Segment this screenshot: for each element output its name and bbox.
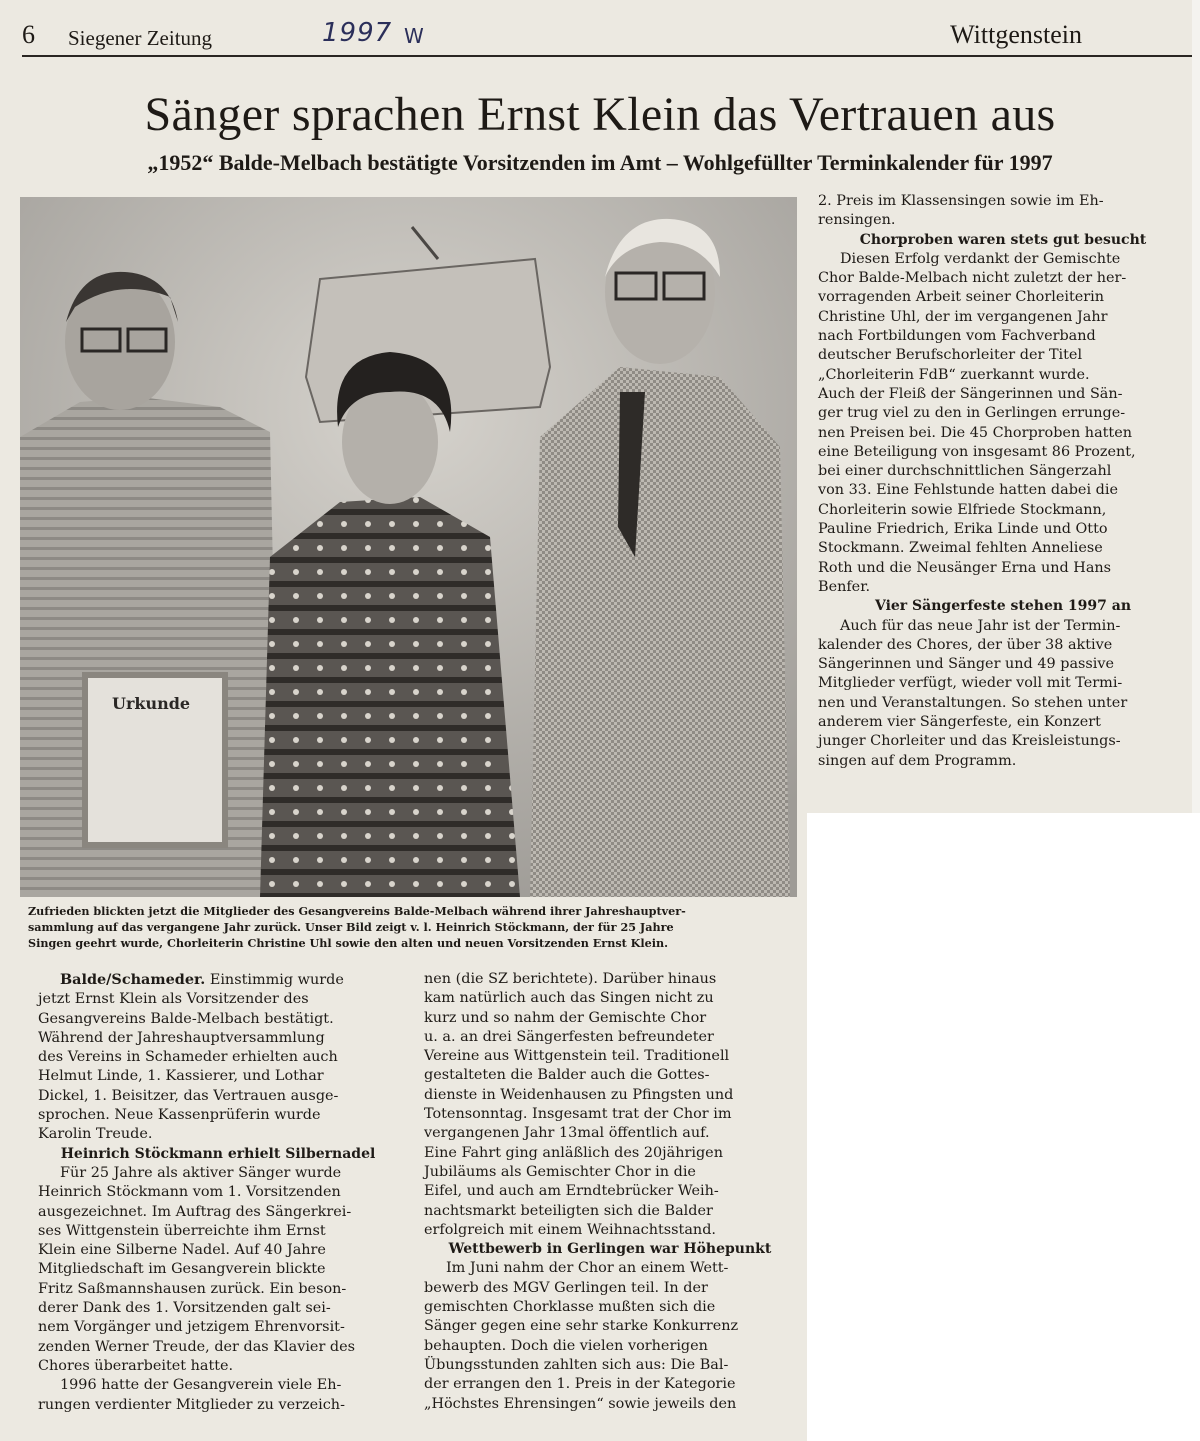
paragraph-line: Klein eine Silberne Nadel. Auf 40 Jahre [38, 1242, 326, 1259]
paragraph-line: zenden Werner Treude, der das Klavier des [38, 1338, 356, 1355]
paragraph-line: Totensonntag. Insgesamt trat der Chor im [424, 1106, 732, 1123]
paragraph-line: dienste in Weidenhausen zu Pfingsten und [424, 1086, 734, 1103]
paragraph-line: „Höchstes Ehrensingen“ sowie jeweils den [424, 1395, 737, 1412]
paragraph-line: kalender des Chores, der über 38 aktive [818, 636, 1113, 653]
paragraph-line: nem Vorgänger und jetzigem Ehrenvorsit- [38, 1319, 345, 1336]
paragraph-line: von 33. Eine Fehlstunde hatten dabei die [818, 482, 1118, 499]
paragraph-line: Roth und die Neusänger Erna und Hans [818, 559, 1112, 576]
article-column-1 [38, 970, 398, 1415]
paragraph-line: gemischten Chorklasse mußten sich die [424, 1299, 716, 1316]
paragraph-line: ses Wittgenstein überreichte ihm Ernst [38, 1222, 326, 1239]
subheadline: „1952“ Balde-Melbach bestätigte Vorsitzenden im Amt – Wohlgefüllter Terminkalender für 1997 [147, 150, 1053, 175]
paragraph-line: bei einer durchschnittlichen Sängerzahl [818, 463, 1112, 480]
paragraph-line: Sänger gegen eine sehr starke Konkurrenz [424, 1318, 739, 1335]
handwritten-mark: W [404, 24, 424, 48]
photo-illustration [20, 197, 797, 897]
header-rule [22, 55, 1192, 57]
photo-caption [28, 903, 790, 951]
paragraph-line: nach Fortbildungen vom Fachverband [818, 328, 1096, 345]
headline: Sänger sprachen Ernst Klein das Vertrauen aus [144, 88, 1056, 141]
paragraph-line: jetzt Ernst Klein als Vorsitzender des [38, 991, 309, 1008]
paragraph-line: Mitglieder verfügt, wieder voll mit Termi- [818, 675, 1123, 692]
paragraph-line: Christine Uhl, der im vergangenen Jahr [818, 308, 1108, 325]
paragraph-line: Jubiläums als Gemischter Chor in die [424, 1163, 696, 1180]
dateline: Balde/Schameder. [60, 971, 206, 988]
paragraph-line: „Chorleiterin FdB“ zuerkannt wurde. [818, 366, 1090, 383]
paragraph-line: Mitgliedschaft im Gesangverein blickte [38, 1261, 326, 1278]
paragraph-line: der errangen den 1. Preis in der Kategorie [424, 1376, 736, 1393]
paragraph-line: sprochen. Neue Kassenprüferin wurde [38, 1107, 321, 1124]
paragraph-line: behaupten. Doch die vielen vorherigen [424, 1337, 708, 1354]
scan-background-cutout [807, 813, 1200, 1441]
section-subheading: Wettbewerb in Gerlingen war Höhepunkt [448, 1241, 772, 1258]
paragraph-line: Heinrich Stöckmann vom 1. Vorsitzenden [38, 1184, 341, 1201]
paragraph-line: Chor Balde-Melbach nicht zuletzt der her- [818, 270, 1127, 287]
paragraph-line: Pauline Friedrich, Erika Linde und Otto [818, 521, 1108, 538]
article-column-3 [818, 192, 1188, 771]
caption-line: Zufrieden blickten jetzt die Mitglieder des Gesangvereins Balde-Melbach während ihrer Jahreshauptver- [28, 904, 686, 918]
certificate-label: Urkunde [112, 694, 191, 713]
paragraph-line: 2. Preis im Klassensingen sowie im Eh- [818, 193, 1104, 209]
paragraph-line: gestalteten die Balder auch die Gottes- [424, 1067, 710, 1084]
paragraph-line: vorragenden Arbeit seiner Chorleiterin [818, 289, 1104, 306]
paragraph-line: rensingen. [818, 212, 896, 229]
paragraph-line: Fritz Saßmannshausen zurück. Ein beson- [38, 1280, 347, 1297]
paragraph-line: Dickel, 1. Beisitzer, das Vertrauen ausge- [38, 1087, 339, 1104]
paragraph-line: Übungsstunden zahlten sich aus: Die Bal- [424, 1356, 729, 1373]
section-subheading: Vier Sängerfeste stehen 1997 an [874, 598, 1132, 615]
paragraph-line: rungen verdienter Mitglieder zu verzeich- [38, 1396, 345, 1413]
caption-line: Singen geehrt wurde, Chorleiterin Christine Uhl sowie den alten und neuen Vorsitzenden Ernst Klein. [28, 936, 669, 950]
paragraph-line: Auch der Fleiß der Sängerinnen und Sän- [818, 385, 1123, 402]
paragraph-line: nen und Veranstaltungen. So stehen unter [818, 694, 1128, 711]
paragraph-line: singen auf dem Programm. [818, 752, 1017, 769]
paragraph-line: vergangenen Jahr 13mal öffentlich auf. [424, 1125, 710, 1142]
newspaper-name: Siegener Zeitung [68, 26, 213, 50]
paragraph-line: ger trug viel zu den in Gerlingen errunge- [818, 405, 1126, 422]
page-header [22, 18, 1192, 54]
paragraph-line: u. a. an drei Sängerfesten befreundeter [424, 1028, 714, 1045]
caption-line: sammlung auf das vergangene Jahr zurück. Unser Bild zeigt v. l. Heinrich Stöckmann, der für 25 Jahre [28, 920, 674, 934]
section-subheading: Chorproben waren stets gut besucht [859, 231, 1147, 248]
paragraph-text: Für 25 Jahre als aktiver Sänger wurde [60, 1164, 342, 1181]
handwritten-year: 1997 [322, 18, 393, 48]
paragraph-line: junger Chorleiter und das Kreisleistungs- [818, 733, 1121, 750]
paragraph-line: anderem vier Sängerfeste, ein Konzert [818, 714, 1101, 731]
section-name: Wittgenstein [950, 20, 1082, 49]
paragraph-text: Einstimmig wurde [209, 972, 344, 988]
article-photo [20, 197, 797, 897]
page-number: 6 [22, 20, 35, 49]
paragraph-line: Chorleiterin sowie Elfriede Stockmann, [818, 501, 1107, 518]
paragraph-line: erfolgreich mit einem Weihnachtsstand. [424, 1221, 716, 1238]
paragraph-line: Vereine aus Wittgenstein teil. Traditionell [424, 1048, 730, 1065]
paragraph-line: Sängerinnen und Sänger und 49 passive [818, 656, 1115, 673]
paragraph-line: bewerb des MGV Gerlingen teil. In der [424, 1279, 708, 1296]
paragraph-line: Benfer. [818, 578, 871, 595]
paragraph-line: derer Dank des 1. Vorsitzenden galt sei- [38, 1300, 331, 1317]
paragraph-line: des Vereins in Schameder erhielten auch [38, 1049, 338, 1066]
paragraph-line: kam natürlich auch das Singen nicht zu [424, 990, 714, 1007]
paragraph-text: Im Juni nahm der Chor an einem Wett- [446, 1260, 729, 1277]
paragraph-line: Eifel, und auch am Erndtebrücker Weih- [424, 1183, 719, 1200]
paragraph-line: Während der Jahreshauptversammlung [38, 1029, 325, 1046]
paragraph-text: Diesen Erfolg verdankt der Gemischte [840, 250, 1121, 267]
paragraph-line: Gesangvereins Balde-Melbach bestätigt. [38, 1010, 334, 1027]
paragraph-line: Stockmann. Zweimal fehlten Anneliese [818, 540, 1103, 557]
paragraph-line: nachtsmarkt beteiligten sich die Balder [424, 1202, 713, 1219]
paragraph-line: eine Beteiligung von insgesamt 86 Prozent, [818, 443, 1136, 460]
paragraph-line: Helmut Linde, 1. Kassierer, und Lothar [38, 1068, 324, 1085]
paragraph-line: kurz und so nahm der Gemischte Chor [424, 1009, 707, 1026]
paragraph-line: deutscher Berufschorleiter der Titel [818, 347, 1083, 364]
paragraph-text: Auch für das neue Jahr ist der Termin- [840, 617, 1121, 634]
paragraph-line: nen Preisen bei. Die 45 Chorproben hatten [818, 424, 1132, 441]
paragraph-line: nen (die SZ berichtete). Darüber hinaus [424, 971, 717, 987]
article-column-2 [424, 970, 796, 1414]
section-subheading: Heinrich Stöckmann erhielt Silbernadel [60, 1145, 376, 1162]
paragraph-line: Eine Fahrt ging anläßlich des 20jährigen [424, 1144, 723, 1161]
paragraph-text: 1996 hatte der Gesangverein viele Eh- [60, 1377, 342, 1394]
paragraph-line: Karolin Treude. [38, 1126, 153, 1143]
paragraph-line: Chores überarbeitet hatte. [38, 1357, 234, 1374]
paragraph-line: ausgezeichnet. Im Auftrag des Sängerkrei- [38, 1203, 352, 1220]
